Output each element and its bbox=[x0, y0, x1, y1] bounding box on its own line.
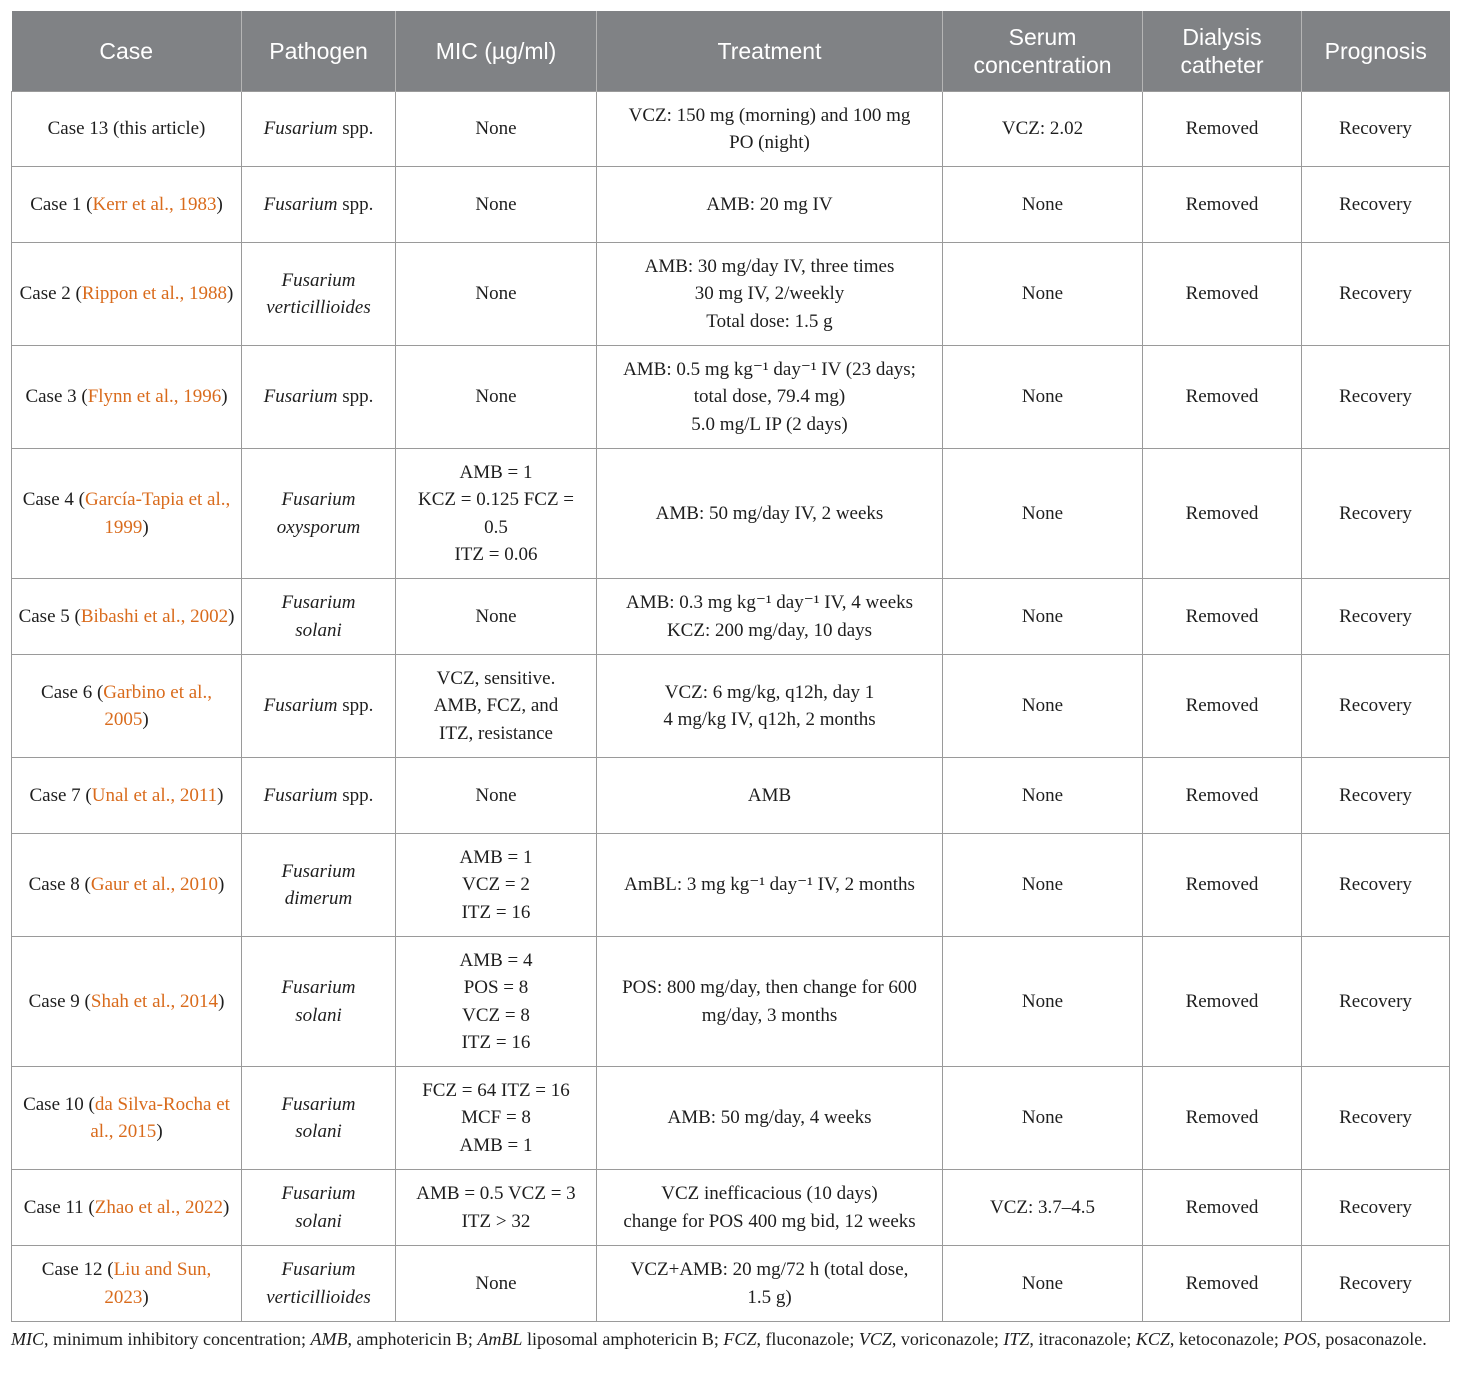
treatment-line: 5.0 mg/L IP (2 days) bbox=[691, 413, 848, 435]
pathogen-genus: Fusarium bbox=[263, 386, 338, 408]
footnote-definition: , itraconazole; bbox=[1029, 1329, 1136, 1349]
cell-serum: None bbox=[943, 449, 1143, 579]
pathogen-genus: Fusarium bbox=[263, 784, 338, 806]
cell-treatment bbox=[597, 243, 943, 346]
case-label: Case 8 ( bbox=[28, 874, 91, 896]
cell-case bbox=[12, 937, 242, 1067]
cell-catheter: Removed bbox=[1143, 655, 1302, 758]
table-row bbox=[12, 758, 1450, 834]
pathogen-species: solani bbox=[295, 619, 342, 641]
cell-case bbox=[12, 758, 242, 834]
header-serum-line1: Serum bbox=[1008, 24, 1077, 50]
cell-catheter: Removed bbox=[1143, 1067, 1302, 1170]
cell-catheter: Removed bbox=[1143, 758, 1302, 834]
treatment-line: AMB bbox=[747, 784, 792, 806]
cell-mic bbox=[396, 243, 597, 346]
cell-case bbox=[12, 346, 242, 449]
pathogen-genus: Fusarium bbox=[263, 118, 338, 140]
mic-line: None bbox=[475, 118, 517, 140]
case-table-container bbox=[11, 11, 1449, 1322]
pathogen-genus: Fusarium bbox=[281, 269, 356, 291]
pathogen-genus: Fusarium bbox=[281, 1259, 356, 1280]
header-dialysis-line2: catheter bbox=[1180, 52, 1264, 78]
cell-treatment bbox=[597, 92, 943, 167]
treatment-line: AMB: 20 mg IV bbox=[706, 193, 833, 215]
cell-case bbox=[12, 579, 242, 655]
cell-treatment bbox=[597, 346, 943, 449]
cell-treatment bbox=[597, 449, 943, 579]
cell-treatment bbox=[597, 758, 943, 834]
case-label-close: ) bbox=[142, 1286, 149, 1308]
header-serum bbox=[943, 11, 1143, 92]
treatment-line: AMB: 50 mg/day IV, 2 weeks bbox=[655, 502, 884, 524]
footnote-definition: , voriconazole; bbox=[891, 1329, 1004, 1349]
cell-pathogen bbox=[242, 937, 396, 1067]
pathogen-species: spp. bbox=[342, 193, 374, 215]
treatment-line: AmBL: 3 mg kg⁻¹ day⁻¹ IV, 2 months bbox=[624, 874, 915, 896]
case-label: Case 3 ( bbox=[25, 386, 88, 408]
cell-catheter: Removed bbox=[1143, 449, 1302, 579]
footnote-definition: , fluconazole; bbox=[756, 1329, 859, 1349]
footnote-definition: , posaconazole. bbox=[1316, 1329, 1427, 1349]
table-row bbox=[12, 579, 1450, 655]
mic-line: AMB = 1 bbox=[459, 1134, 533, 1156]
table-row bbox=[12, 834, 1450, 937]
cell-case bbox=[12, 1170, 242, 1246]
cell-mic bbox=[396, 937, 597, 1067]
cell-case bbox=[12, 243, 242, 346]
case-label: Case 6 ( bbox=[41, 681, 104, 703]
mic-line: ITZ, resistance bbox=[439, 722, 553, 744]
cell-case bbox=[12, 167, 242, 243]
cell-prognosis: Recovery bbox=[1302, 1067, 1450, 1170]
footnote-abbr: MIC bbox=[11, 1329, 44, 1349]
cell-mic bbox=[396, 579, 597, 655]
cell-prognosis: Recovery bbox=[1302, 1246, 1450, 1322]
cell-prognosis: Recovery bbox=[1302, 579, 1450, 655]
cell-pathogen bbox=[242, 92, 396, 167]
pathogen-species: verticillioides bbox=[266, 1286, 371, 1308]
cell-mic bbox=[396, 1170, 597, 1246]
cell-pathogen bbox=[242, 1170, 396, 1246]
case-table bbox=[11, 11, 1450, 1322]
case-label: Case 13 (this article) bbox=[47, 118, 206, 140]
cell-prognosis: Recovery bbox=[1302, 655, 1450, 758]
cell-mic bbox=[396, 346, 597, 449]
citation-link[interactable]: da Silva-Rocha et al., 2015 bbox=[90, 1093, 230, 1142]
table-row bbox=[12, 1067, 1450, 1170]
cell-catheter: Removed bbox=[1143, 167, 1302, 243]
cell-serum: None bbox=[943, 243, 1143, 346]
treatment-line: mg/day, 3 months bbox=[701, 1004, 838, 1026]
cell-treatment bbox=[597, 937, 943, 1067]
case-label: Case 2 ( bbox=[19, 283, 82, 305]
table-row bbox=[12, 167, 1450, 243]
treatment-line: AMB: 30 mg/day IV, three times bbox=[644, 255, 895, 277]
treatment-line: Total dose: 1.5 g bbox=[706, 310, 833, 332]
mic-line: None bbox=[475, 283, 517, 305]
pathogen-genus: Fusarium bbox=[281, 489, 356, 510]
case-label: Case 9 ( bbox=[28, 990, 91, 1012]
mic-line: KCZ = 0.125 FCZ = bbox=[417, 489, 575, 510]
table-body bbox=[12, 92, 1450, 1322]
footnote-definition: , minimum inhibitory concentration; bbox=[44, 1329, 311, 1349]
mic-line: None bbox=[475, 784, 517, 806]
header-dialysis bbox=[1143, 11, 1302, 92]
citation-link[interactable]: Gaur et al., 2010 bbox=[90, 874, 219, 896]
cell-serum: None bbox=[943, 655, 1143, 758]
cell-pathogen bbox=[242, 758, 396, 834]
pathogen-species: spp. bbox=[342, 695, 374, 717]
cell-catheter: Removed bbox=[1143, 834, 1302, 937]
mic-line: AMB = 1 bbox=[459, 461, 533, 483]
case-label-close: ) bbox=[217, 784, 224, 806]
cell-serum: None bbox=[943, 346, 1143, 449]
treatment-line: VCZ+AMB: 20 mg/72 h (total dose, bbox=[630, 1259, 909, 1280]
header-case: Case bbox=[12, 11, 242, 92]
case-label-close: ) bbox=[221, 386, 228, 408]
cell-catheter: Removed bbox=[1143, 1170, 1302, 1246]
treatment-line: POS: 800 mg/day, then change for 600 bbox=[622, 977, 917, 998]
pathogen-species: spp. bbox=[342, 386, 374, 408]
treatment-line: AMB: 50 mg/day, 4 weeks bbox=[667, 1107, 872, 1129]
cell-pathogen bbox=[242, 1246, 396, 1322]
cell-catheter: Removed bbox=[1143, 937, 1302, 1067]
cell-serum: None bbox=[943, 758, 1143, 834]
cell-serum: VCZ: 3.7–4.5 bbox=[943, 1170, 1143, 1246]
header-prognosis: Prognosis bbox=[1302, 11, 1450, 92]
case-label: Case 11 ( bbox=[23, 1196, 95, 1218]
pathogen-genus: Fusarium bbox=[281, 1093, 356, 1115]
case-label: Case 12 ( bbox=[41, 1259, 114, 1280]
cell-prognosis: Recovery bbox=[1302, 346, 1450, 449]
cell-prognosis: Recovery bbox=[1302, 92, 1450, 167]
pathogen-genus: Fusarium bbox=[281, 1183, 356, 1204]
citation-link[interactable]: Zhao et al., 2022 bbox=[94, 1196, 223, 1218]
cell-catheter: Removed bbox=[1143, 243, 1302, 346]
cell-serum: None bbox=[943, 579, 1143, 655]
footnote-abbr: ITZ bbox=[1003, 1329, 1030, 1349]
case-label-close: ) bbox=[222, 1196, 230, 1218]
cell-pathogen bbox=[242, 449, 396, 579]
pathogen-species: verticillioides bbox=[266, 297, 371, 318]
citation-link[interactable]: Liu and Sun, 2023 bbox=[104, 1259, 212, 1308]
mic-line: 0.5 bbox=[484, 516, 508, 538]
cell-mic bbox=[396, 758, 597, 834]
table-row bbox=[12, 449, 1450, 579]
cell-prognosis: Recovery bbox=[1302, 937, 1450, 1067]
case-label-close: ) bbox=[216, 193, 223, 215]
footnote-abbr: VCZ bbox=[858, 1329, 892, 1349]
citation-link[interactable]: Flynn et al., 1996 bbox=[87, 386, 222, 408]
mic-line: ITZ = 16 bbox=[461, 901, 531, 923]
cell-case bbox=[12, 449, 242, 579]
mic-line: VCZ = 8 bbox=[462, 1004, 530, 1026]
table-row bbox=[12, 1170, 1450, 1246]
treatment-line: total dose, 79.4 mg) bbox=[693, 386, 846, 408]
header-row bbox=[12, 11, 1450, 92]
header-dialysis-line1: Dialysis bbox=[1182, 24, 1262, 50]
cell-treatment bbox=[597, 1246, 943, 1322]
case-label-close: ) bbox=[218, 874, 225, 896]
cell-serum: None bbox=[943, 1246, 1143, 1322]
footnote-abbr: AmBL bbox=[477, 1329, 523, 1349]
pathogen-species: dimerum bbox=[284, 888, 353, 909]
cell-treatment bbox=[597, 579, 943, 655]
mic-line: None bbox=[475, 193, 517, 215]
cell-catheter: Removed bbox=[1143, 1246, 1302, 1322]
footnote-abbr: KCZ bbox=[1135, 1329, 1170, 1349]
cell-treatment bbox=[597, 834, 943, 937]
treatment-line: AMB: 0.5 mg kg⁻¹ day⁻¹ IV (23 days; bbox=[623, 358, 916, 380]
mic-line: None bbox=[475, 1272, 517, 1294]
footnote-definition: , ketoconazole; bbox=[1169, 1329, 1284, 1349]
mic-line: FCZ = 64 ITZ = 16 bbox=[422, 1079, 570, 1101]
pathogen-species: spp. bbox=[342, 784, 374, 806]
case-label-close: ) bbox=[156, 1121, 163, 1142]
mic-line: AMB = 1 bbox=[459, 846, 533, 868]
mic-line: AMB = 4 bbox=[459, 949, 533, 971]
table-row bbox=[12, 243, 1450, 346]
cell-treatment bbox=[597, 1170, 943, 1246]
header-treatment: Treatment bbox=[597, 11, 943, 92]
pathogen-genus: Fusarium bbox=[281, 592, 356, 613]
pathogen-species: oxysporum bbox=[276, 516, 361, 538]
mic-line: ITZ = 0.06 bbox=[454, 544, 538, 565]
mic-line: AMB = 0.5 VCZ = 3 bbox=[416, 1183, 576, 1204]
mic-line: MCF = 8 bbox=[461, 1107, 531, 1129]
case-label-close: ) bbox=[142, 516, 149, 538]
citation-link[interactable]: Bibashi et al., 2002 bbox=[80, 605, 229, 627]
mic-line: ITZ > 32 bbox=[461, 1210, 531, 1232]
treatment-line: VCZ: 6 mg/kg, q12h, day 1 bbox=[664, 681, 875, 703]
header-mic: MIC (µg/ml) bbox=[396, 11, 597, 92]
case-label: Case 4 ( bbox=[22, 489, 85, 510]
cell-case bbox=[12, 655, 242, 758]
pathogen-species: solani bbox=[295, 1121, 342, 1142]
citation-link[interactable]: Unal et al., 2011 bbox=[91, 784, 218, 806]
cell-prognosis: Recovery bbox=[1302, 449, 1450, 579]
cell-serum: None bbox=[943, 834, 1143, 937]
cell-catheter: Removed bbox=[1143, 579, 1302, 655]
cell-pathogen bbox=[242, 1067, 396, 1170]
cell-prognosis: Recovery bbox=[1302, 1170, 1450, 1246]
cell-case bbox=[12, 92, 242, 167]
cell-treatment bbox=[597, 655, 943, 758]
case-label-close: ) bbox=[218, 990, 225, 1012]
mic-line: None bbox=[475, 386, 517, 408]
cell-prognosis: Recovery bbox=[1302, 834, 1450, 937]
mic-line: ITZ = 16 bbox=[461, 1032, 531, 1053]
cell-treatment bbox=[597, 167, 943, 243]
citation-link[interactable]: Garbino et al., 2005 bbox=[103, 681, 212, 730]
case-label-close: ) bbox=[227, 283, 234, 305]
mic-line: VCZ = 2 bbox=[462, 874, 530, 896]
treatment-line: PO (night) bbox=[729, 132, 810, 153]
treatment-line: change for POS 400 mg bid, 12 weeks bbox=[623, 1210, 916, 1232]
footnote-definition: liposomal amphotericin B; bbox=[522, 1329, 724, 1349]
cell-pathogen bbox=[242, 346, 396, 449]
header-serum-line2: concentration bbox=[973, 52, 1112, 78]
cell-serum: None bbox=[943, 167, 1143, 243]
pathogen-species: solani bbox=[295, 1210, 342, 1232]
header-pathogen: Pathogen bbox=[242, 11, 396, 92]
citation-link[interactable]: Rippon et al., 1988 bbox=[81, 283, 228, 305]
case-label: Case 7 ( bbox=[29, 784, 92, 806]
cell-case bbox=[12, 834, 242, 937]
treatment-line: VCZ: 150 mg (morning) and 100 mg bbox=[628, 104, 911, 126]
cell-mic bbox=[396, 449, 597, 579]
case-label: Case 1 ( bbox=[30, 193, 93, 215]
citation-link[interactable]: Shah et al., 2014 bbox=[90, 990, 219, 1012]
cell-case bbox=[12, 1067, 242, 1170]
mic-line: AMB, FCZ, and bbox=[433, 695, 559, 717]
table-row bbox=[12, 92, 1450, 167]
table-row bbox=[12, 937, 1450, 1067]
cell-prognosis: Recovery bbox=[1302, 167, 1450, 243]
cell-pathogen bbox=[242, 243, 396, 346]
treatment-line: 1.5 g) bbox=[747, 1286, 792, 1308]
pathogen-species: solani bbox=[295, 1004, 342, 1026]
cell-case bbox=[12, 1246, 242, 1322]
cell-pathogen bbox=[242, 167, 396, 243]
pathogen-genus: Fusarium bbox=[281, 977, 356, 998]
footnote-definition: , amphotericin B; bbox=[347, 1329, 478, 1349]
footnote-abbr: POS bbox=[1283, 1329, 1317, 1349]
mic-line: POS = 8 bbox=[463, 977, 529, 998]
footnote-abbr: AMB bbox=[310, 1329, 348, 1349]
cell-mic bbox=[396, 655, 597, 758]
cell-serum: VCZ: 2.02 bbox=[943, 92, 1143, 167]
cell-mic bbox=[396, 834, 597, 937]
mic-line: None bbox=[475, 605, 517, 627]
treatment-line: 30 mg IV, 2/weekly bbox=[694, 283, 845, 305]
cell-mic bbox=[396, 1067, 597, 1170]
table-row bbox=[12, 1246, 1450, 1322]
treatment-line: 4 mg/kg IV, q12h, 2 months bbox=[663, 709, 876, 730]
cell-mic bbox=[396, 92, 597, 167]
cell-prognosis: Recovery bbox=[1302, 243, 1450, 346]
citation-link[interactable]: Kerr et al., 1983 bbox=[92, 193, 217, 215]
cell-mic bbox=[396, 167, 597, 243]
pathogen-species: spp. bbox=[342, 118, 374, 140]
table-row bbox=[12, 346, 1450, 449]
mic-line: VCZ, sensitive. bbox=[436, 667, 556, 689]
treatment-line: VCZ inefficacious (10 days) bbox=[661, 1183, 878, 1204]
cell-prognosis: Recovery bbox=[1302, 758, 1450, 834]
cell-serum: None bbox=[943, 1067, 1143, 1170]
cell-pathogen bbox=[242, 834, 396, 937]
pathogen-genus: Fusarium bbox=[263, 193, 338, 215]
pathogen-genus: Fusarium bbox=[281, 860, 356, 882]
cell-pathogen bbox=[242, 655, 396, 758]
cell-catheter: Removed bbox=[1143, 92, 1302, 167]
case-label: Case 10 ( bbox=[23, 1093, 95, 1115]
cell-pathogen bbox=[242, 579, 396, 655]
cell-serum: None bbox=[943, 937, 1143, 1067]
table-footnote bbox=[11, 1326, 1449, 1352]
case-label: Case 5 ( bbox=[18, 605, 81, 627]
table-row bbox=[12, 655, 1450, 758]
case-label-close: ) bbox=[228, 605, 235, 627]
cell-catheter: Removed bbox=[1143, 346, 1302, 449]
citation-link[interactable]: García-Tapia et al., 1999 bbox=[84, 489, 231, 538]
footnote-abbr: FCZ bbox=[723, 1329, 757, 1349]
pathogen-genus: Fusarium bbox=[263, 695, 338, 717]
case-label-close: ) bbox=[142, 709, 149, 730]
treatment-line: AMB: 0.3 mg kg⁻¹ day⁻¹ IV, 4 weeks bbox=[625, 592, 914, 613]
treatment-line: KCZ: 200 mg/day, 10 days bbox=[666, 619, 873, 641]
cell-treatment bbox=[597, 1067, 943, 1170]
cell-mic bbox=[396, 1246, 597, 1322]
